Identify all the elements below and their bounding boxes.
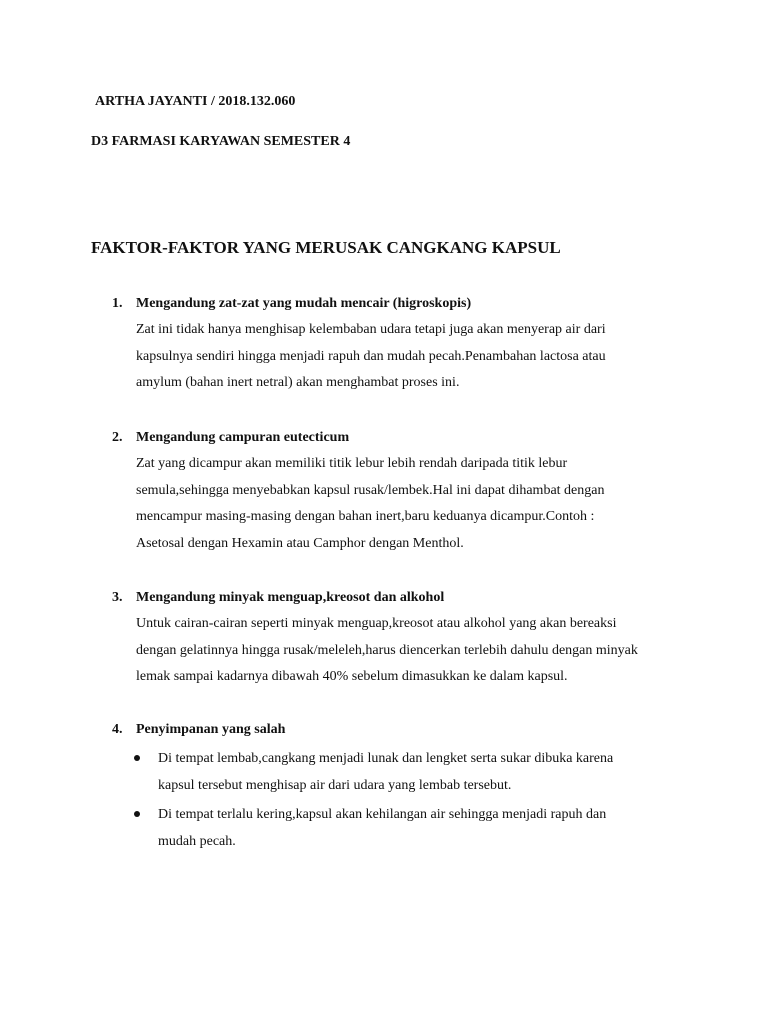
bullet-item [134,745,702,799]
body-line: mencampur masing-masing dengan bahan inert,baru keduanya dicampur.Contoh : [136,509,595,524]
section-number: 1. [112,296,123,311]
section-title: Penyimpanan yang salah [136,722,286,737]
section-body [136,451,702,557]
section-4 [112,717,702,857]
section-title: Mengandung campuran eutecticum [136,430,350,445]
section-heading [112,717,702,743]
bullet-line: kapsul tersebut menghisap air dari udara yang lembab tersebut. [158,778,512,793]
body-line: Zat yang dicampur akan memiliki titik lebur lebih rendah daripada titik lebur [136,456,568,471]
body-line: semula,sehingga menyebabkan kapsul rusak/lembek.Hal ini dapat dihambat dengan [136,482,605,498]
body-line: lemak sampai kadarnya dibawah 40% sebelum dimasukkan ke dalam kapsul. [136,669,568,684]
bullet-dot-icon [134,755,140,761]
section-2 [112,425,702,557]
bullet-line: Di tempat lembab,cangkang menjadi lunak dan lengket serta sukar dibuka karena [158,751,614,766]
body-line: amylum (bahan inert netral) akan menghambat proses ini. [136,375,460,390]
body-line: Zat ini tidak hanya menghisap kelembaban udara tetapi juga akan menyerap air dari [136,322,606,337]
body-line: Asetosal dengan Hexamin atau Camphor dengan Menthol. [136,535,464,551]
section-heading [112,291,702,317]
body-line: Untuk cairan-cairan seperti minyak menguap,kreosot atau alkohol yang akan bereaksi [136,616,617,631]
section-body [136,611,702,691]
author-line: ARTHA JAYANTI / 2018.132.060 [95,94,296,109]
body-line: dengan gelatinnya hingga rusak/meleleh,harus diencerkan terlebih dahulu dengan minyak [136,642,638,658]
section-number: 3. [112,590,123,605]
bullet-dot-icon [134,811,140,817]
bullet-item [134,801,702,855]
section-1 [112,291,702,397]
bullet-line: mudah pecah. [158,834,236,849]
section-title: Mengandung zat-zat yang mudah mencair (higroskopis) [136,296,472,311]
bullet-line: Di tempat terlalu kering,kapsul akan kehilangan air sehingga menjadi rapuh dan [158,807,607,822]
section-heading [112,425,702,451]
section-number: 2. [112,430,123,445]
section-title: Mengandung minyak menguap,kreosot dan alkohol [136,590,445,605]
section-3 [112,585,702,691]
body-line: kapsulnya sendiri hingga menjadi rapuh dan mudah pecah.Penambahan lactosa atau [136,348,606,364]
section-body [136,317,702,397]
document-title: FAKTOR-FAKTOR YANG MERUSAK CANGKANG KAPSUL [91,238,561,257]
section-number: 4. [112,722,123,737]
program-line: D3 FARMASI KARYAWAN SEMESTER 4 [91,134,351,149]
section-heading [112,585,702,611]
